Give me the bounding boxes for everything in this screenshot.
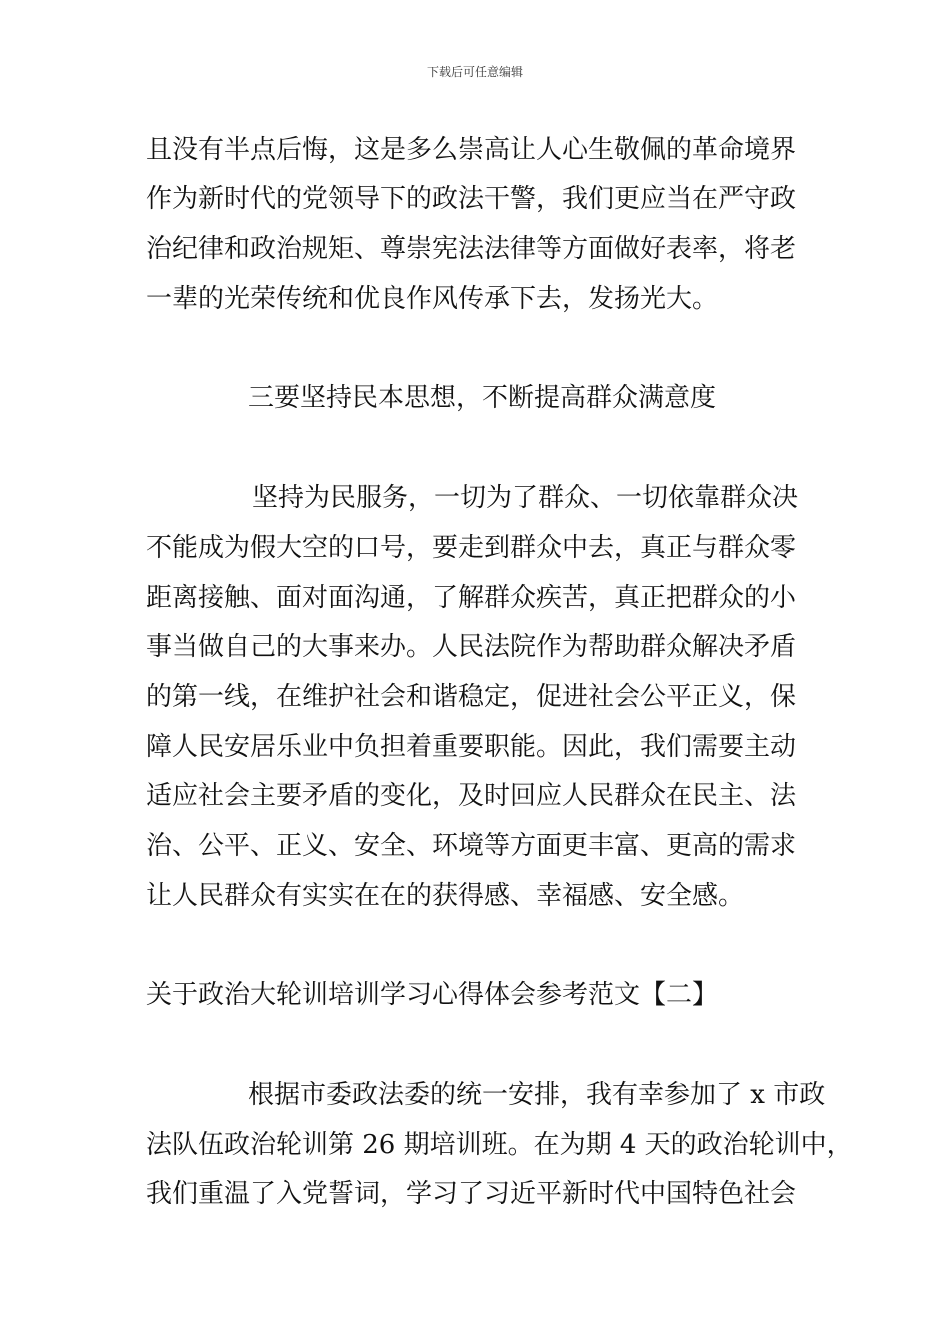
section-paragraph-line-8: 治、公平、正义、安全、环境等方面更丰富、更高的需求 bbox=[146, 831, 797, 861]
section-paragraph-line-2: 不能成为假大空的口号，要走到群众中去，真正与群众零 bbox=[146, 533, 797, 563]
section-paragraph-line-3: 距离接触、面对面沟通，了解群众疾苦，真正把群众的小 bbox=[146, 583, 797, 613]
section-paragraph-line-5: 的第一线，在维护社会和谐稳定，促进社会公平正义，保 bbox=[146, 682, 797, 712]
article-title: 关于政治大轮训培训学习心得体会参考范文【二】 bbox=[146, 980, 719, 1010]
section-heading: 三要坚持民本思想，不断提高群众满意度 bbox=[248, 383, 717, 413]
section-paragraph-line-1: 坚持为民服务，一切为了群众、一切依靠群众决 bbox=[252, 483, 799, 513]
paragraph-1-line-4: 一辈的光荣传统和优良作风传承下去，发扬光大。 bbox=[146, 284, 719, 314]
paragraph-1-line-2: 作为新时代的党领导下的政法干警，我们更应当在严守政 bbox=[146, 184, 797, 214]
article-paragraph-line-2: 法队伍政治轮训第 26 期培训班。在为期 4 天的政治轮训中， bbox=[146, 1130, 853, 1160]
section-paragraph-line-9: 让人民群众有实实在在的获得感、幸福感、安全感。 bbox=[146, 881, 745, 911]
paragraph-1-line-1: 且没有半点后悔，这是多么崇高让人心生敬佩的革命境界 bbox=[146, 135, 797, 165]
article-paragraph-line-3: 我们重温了入党誓词，学习了习近平新时代中国特色社会 bbox=[146, 1179, 797, 1209]
section-paragraph-line-7: 适应社会主要矛盾的变化，及时回应人民群众在民主、法 bbox=[146, 781, 797, 811]
article-paragraph-line-1: 根据市委政法委的统一安排，我有幸参加了 x 市政 bbox=[248, 1080, 826, 1110]
section-paragraph-line-4: 事当做自己的大事来办。人民法院作为帮助群众解决矛盾 bbox=[146, 632, 797, 662]
page-header-note: 下载后可任意编辑 bbox=[426, 65, 523, 79]
paragraph-1-line-3: 治纪律和政治规矩、尊崇宪法法律等方面做好表率，将老 bbox=[146, 234, 797, 264]
section-paragraph-line-6: 障人民安居乐业中负担着重要职能。因此，我们需要主动 bbox=[146, 732, 797, 762]
